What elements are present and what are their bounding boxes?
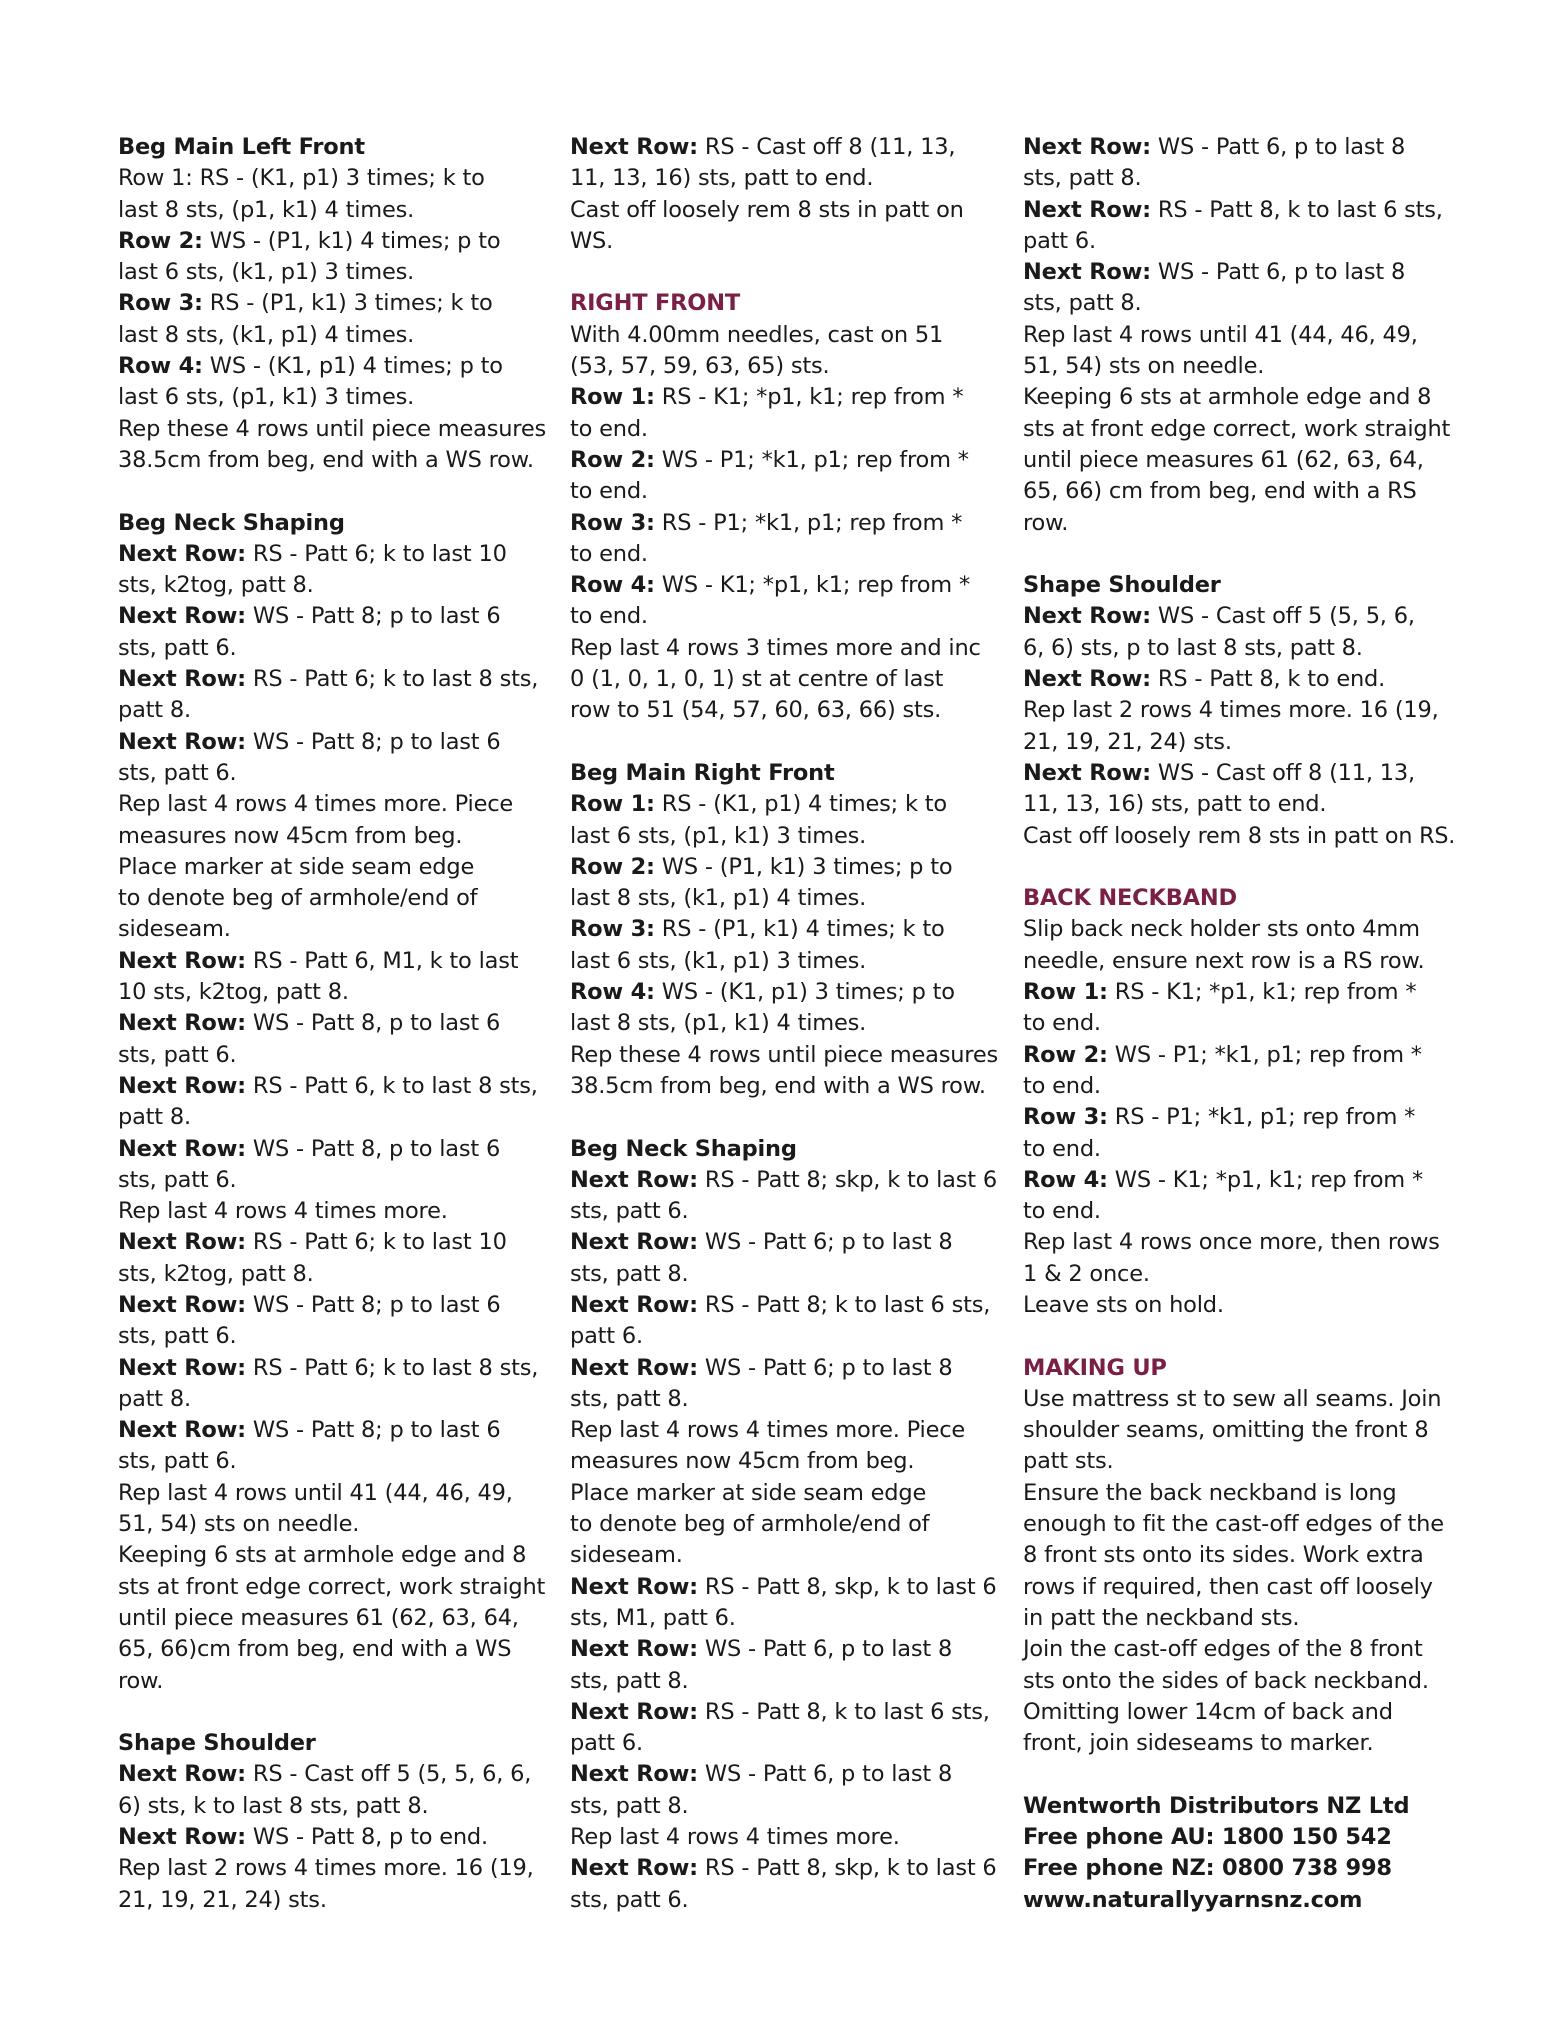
row-text: RS - Patt 8, k to last 6 sts, [1150, 196, 1443, 223]
row-text: RS - Patt 8, skp, k to last 6 [697, 1573, 997, 1600]
spacer [118, 476, 548, 507]
instruction-text: Ensure the back neckband is long [1023, 1479, 1397, 1506]
instruction-text: Cast off loosely rem 8 sts in patt on [570, 196, 964, 223]
instruction-row [1023, 1040, 1455, 1071]
instruction-text: measures now 45cm from beg. [570, 1448, 915, 1475]
spacer [570, 727, 1000, 758]
row-label: Row 1: [570, 384, 655, 411]
instruction-text: last 6 sts, (k1, p1) 3 times. [118, 259, 415, 286]
instruction-row [118, 727, 548, 758]
row-label: Next Row: [1023, 759, 1151, 786]
row-label: Next Row: [118, 1824, 246, 1851]
row-label: Row 1: [570, 791, 655, 818]
instruction-text: Rep last 4 rows 4 times more. [118, 1198, 448, 1225]
row-text: RS - Patt 6, k to last 8 sts, [245, 1072, 538, 1099]
instruction-text: last 8 sts, (k1, p1) 4 times. [118, 321, 415, 348]
row-label: Row 2: [118, 227, 203, 254]
instruction-text: sts, patt 6. [570, 1198, 689, 1225]
row-label: Row 3: [1023, 1104, 1108, 1131]
instruction-text: in patt the neckband sts. [1023, 1604, 1300, 1631]
row-label: Row 4: [118, 353, 203, 380]
row-label: Next Row: [118, 947, 246, 974]
row-text: WS - Patt 8; p to last 6 [245, 728, 501, 755]
instruction-text: Rep last 4 rows 4 times more. Piece [570, 1417, 966, 1444]
instruction-text: sts, patt 6. [118, 1166, 237, 1193]
instruction-text: sts onto the sides of back neckband. [1023, 1667, 1429, 1694]
instruction-row [118, 1822, 548, 1853]
instruction-text: sts, k2tog, patt 8. [118, 1260, 314, 1287]
row-label: Row 2: [1023, 1041, 1108, 1068]
subheading: Beg Neck Shaping [570, 1135, 797, 1162]
instruction-text: 8 front sts onto its sides. Work extra [1023, 1542, 1424, 1569]
instruction-row [570, 132, 1000, 163]
instruction-text: to denote beg of armhole/end of [118, 885, 478, 912]
instruction-text: 38.5cm from beg, end with a WS row. [570, 1072, 986, 1099]
row-label: Next Row: [118, 1291, 246, 1318]
instruction-text: Place marker at side seam edge [570, 1479, 927, 1506]
instruction-row [118, 1008, 548, 1039]
instruction-text: sideseam. [570, 1542, 683, 1569]
row-label: Next Row: [118, 728, 246, 755]
instruction-row [570, 789, 1000, 820]
instruction-row [118, 1227, 548, 1258]
row-text: RS - Cast off 5 (5, 5, 6, 6, [245, 1761, 532, 1788]
instruction-row [118, 1415, 548, 1446]
instruction-row [118, 1071, 548, 1102]
instruction-text: sts, patt 6. [118, 1041, 237, 1068]
row-label: Next Row: [570, 1229, 698, 1256]
row-label: Next Row: [570, 1698, 698, 1725]
instruction-row [1023, 758, 1455, 789]
row-label: Next Row: [1023, 603, 1151, 630]
instruction-text: sts, patt 6. [118, 1448, 237, 1475]
instruction-text: 6) sts, k to last 8 sts, patt 8. [118, 1792, 429, 1819]
spacer [1023, 539, 1455, 570]
instruction-row [570, 570, 1000, 601]
instruction-text: to end. [570, 478, 648, 505]
instruction-text: rows if required, then cast off loosely [1023, 1573, 1433, 1600]
instruction-row [570, 914, 1000, 945]
row-label: Next Row: [118, 1010, 246, 1037]
instruction-text: last 6 sts, (k1, p1) 3 times. [570, 947, 867, 974]
instruction-text: front, join sideseams to marker. [1023, 1730, 1374, 1757]
row-text: WS - (K1, p1) 4 times; p to [202, 353, 503, 380]
row-label: Row 3: [118, 290, 203, 317]
instruction-row [570, 1853, 1000, 1884]
row-text: RS - Patt 8, k to end. [1150, 666, 1386, 693]
instruction-text: until piece measures 61 (62, 63, 64, [118, 1604, 519, 1631]
instruction-row [1023, 1165, 1455, 1196]
instruction-text: sts at front edge correct, work straight [1023, 415, 1451, 442]
spacer [1023, 1759, 1455, 1790]
instruction-row [1023, 977, 1455, 1008]
row-label: Next Row: [1023, 196, 1151, 223]
row-text: RS - (K1, p1) 4 times; k to [654, 791, 947, 818]
instruction-row [1023, 1102, 1455, 1133]
subheading: Beg Main Left Front [118, 134, 365, 160]
row-label: Row 4: [570, 979, 655, 1006]
instruction-text: Rep last 4 rows once more, then rows [1023, 1229, 1440, 1256]
spacer [118, 1697, 548, 1728]
instruction-row [1023, 257, 1455, 288]
row-label: Next Row: [1023, 666, 1151, 693]
instruction-row [570, 1634, 1000, 1665]
row-label: Row 3: [570, 509, 655, 536]
instruction-text: patt 8. [118, 697, 191, 724]
instruction-row [118, 1353, 548, 1384]
instruction-text: Rep last 4 rows 4 times more. Piece [118, 791, 514, 818]
instruction-text: 65, 66)cm from beg, end with a WS [118, 1636, 512, 1663]
instruction-text: 21, 19, 21, 24) sts. [1023, 728, 1232, 755]
instruction-text: sts at front edge correct, work straight [118, 1573, 546, 1600]
row-label: Next Row: [118, 1229, 246, 1256]
section-heading: BACK NECKBAND [1023, 885, 1237, 912]
instruction-text: sts, patt 6. [118, 634, 237, 661]
row-text: WS - Patt 8; p to last 6 [245, 1291, 501, 1318]
instruction-row [118, 288, 548, 319]
row-text: WS - K1; *p1, k1; rep from * [654, 572, 970, 599]
row-label: Next Row: [118, 666, 246, 693]
row-label: Next Row: [118, 1417, 246, 1444]
instruction-text: Rep last 4 rows until 41 (44, 46, 49, [118, 1479, 513, 1506]
subheading: Shape Shoulder [1023, 572, 1221, 599]
instruction-text: last 8 sts, (p1, k1) 4 times. [570, 1010, 867, 1037]
row-text: RS - Patt 6; k to last 10 [245, 1229, 507, 1256]
row-text: WS - Patt 8, p to last 6 [245, 1135, 501, 1162]
instruction-text: last 8 sts, (k1, p1) 4 times. [570, 885, 867, 912]
instruction-row [118, 664, 548, 695]
instruction-row [570, 1290, 1000, 1321]
instruction-text: Rep last 2 rows 4 times more. 16 (19, [1023, 697, 1439, 724]
instruction-text: Rep last 4 rows 3 times more and inc [570, 634, 981, 661]
instruction-text: sts, patt 8. [1023, 290, 1142, 317]
row-text: WS - (P1, k1) 4 times; p to [202, 227, 501, 254]
subheading: Beg Main Right Front [570, 759, 835, 786]
instruction-text: 0 (1, 0, 1, 0, 1) st at centre of last [570, 666, 944, 693]
instruction-text: to end. [1023, 1198, 1101, 1225]
row-label: Next Row: [118, 1135, 246, 1162]
instruction-text: sts, patt 6. [118, 759, 237, 786]
instruction-text: sts, patt 6. [570, 1886, 689, 1913]
row-text: RS - Cast off 8 (11, 13, [697, 134, 956, 160]
instruction-text: 65, 66) cm from beg, end with a RS [1023, 478, 1417, 505]
row-text: WS - Patt 6, p to last 8 [697, 1761, 953, 1788]
instruction-text: patt 8. [118, 1104, 191, 1131]
row-label: Next Row: [118, 1354, 246, 1381]
instruction-text: sts, patt 8. [570, 1385, 689, 1412]
row-label: Next Row: [570, 1855, 698, 1882]
instruction-row [1023, 601, 1455, 632]
row-text: WS - (P1, k1) 3 times; p to [654, 853, 953, 880]
row-text: WS - Patt 8, p to end. [245, 1824, 488, 1851]
instruction-text: 6, 6) sts, p to last 8 sts, patt 8. [1023, 634, 1363, 661]
row-text: WS - Cast off 8 (11, 13, [1150, 759, 1415, 786]
instruction-text: Keeping 6 sts at armhole edge and 8 [1023, 384, 1432, 411]
row-text: WS - K1; *p1, k1; rep from * [1107, 1166, 1423, 1193]
instruction-text: patt 6. [570, 1323, 643, 1350]
instruction-text: sts, patt 8. [570, 1792, 689, 1819]
instruction-text: sts, patt 8. [570, 1260, 689, 1287]
row-text: RS - (P1, k1) 4 times; k to [654, 916, 945, 943]
row-label: Next Row: [118, 540, 246, 567]
row-text: RS - K1; *p1, k1; rep from * [1107, 979, 1417, 1006]
instruction-text: WS. [570, 227, 614, 254]
row-text: WS - Patt 6, p to last 8 [1150, 259, 1406, 286]
instruction-text: sts, patt 6. [118, 1323, 237, 1350]
row-label: Row 1: [1023, 979, 1108, 1006]
instruction-text: shoulder seams, omitting the front 8 [1023, 1417, 1429, 1444]
row-label: Next Row: [118, 603, 246, 630]
row-text: RS - P1; *k1, p1; rep from * [654, 509, 963, 536]
instruction-text: Rep these 4 rows until piece measures [570, 1041, 998, 1068]
subheading: Shape Shoulder [118, 1730, 316, 1757]
row-label: Next Row: [570, 1166, 698, 1193]
row-text: RS - (P1, k1) 3 times; k to [202, 290, 493, 317]
instruction-row [570, 508, 1000, 539]
row-text: RS - Patt 8, skp, k to last 6 [697, 1855, 997, 1882]
row-text: WS - Patt 6; p to last 8 [697, 1229, 953, 1256]
contact-line: www.naturallyyarnsnz.com [1023, 1886, 1363, 1913]
instruction-text: With 4.00mm needles, cast on 51 [570, 321, 944, 348]
row-text: WS - Patt 6, p to last 8 [697, 1636, 953, 1663]
section-heading: RIGHT FRONT [570, 290, 740, 317]
row-text: RS - Patt 6; k to last 8 sts, [245, 1354, 539, 1381]
row-label: Row 3: [570, 916, 655, 943]
instruction-text: to end. [1023, 1010, 1101, 1037]
instruction-text: patt sts. [1023, 1448, 1114, 1475]
instruction-text: Rep last 4 rows 4 times more. [570, 1824, 900, 1851]
instruction-row [118, 351, 548, 382]
instruction-text: sts, patt 8. [1023, 165, 1142, 192]
row-label: Next Row: [118, 1072, 246, 1099]
spacer [1023, 852, 1455, 883]
instruction-text: 51, 54) sts on needle. [1023, 353, 1265, 380]
instruction-text: sts, patt 8. [570, 1667, 689, 1694]
row-text: WS - (K1, p1) 3 times; p to [654, 979, 955, 1006]
instruction-row [570, 1697, 1000, 1728]
row-label: Row 2: [570, 853, 655, 880]
row-label: Next Row: [570, 1761, 698, 1788]
subheading: Beg Neck Shaping [118, 509, 345, 536]
instruction-row [570, 977, 1000, 1008]
row-label: Next Row: [570, 1636, 698, 1663]
instruction-text: Slip back neck holder sts onto 4mm [1023, 916, 1420, 943]
instruction-row [118, 1759, 548, 1790]
instruction-text: Keeping 6 sts at armhole edge and 8 [118, 1542, 527, 1569]
instruction-text: last 6 sts, (p1, k1) 3 times. [118, 384, 415, 411]
instruction-row [570, 1165, 1000, 1196]
contact-line: Free phone NZ: 0800 738 998 [1023, 1855, 1392, 1882]
instruction-row [1023, 195, 1455, 226]
instruction-text: to denote beg of armhole/end of [570, 1511, 930, 1538]
row-label: Row 4: [570, 572, 655, 599]
instruction-text: to end. [570, 415, 648, 442]
instruction-text: to end. [1023, 1135, 1101, 1162]
instruction-text: row. [118, 1667, 164, 1694]
instruction-text: Use mattress st to sew all seams. Join [1023, 1385, 1442, 1412]
instruction-text: to end. [570, 603, 648, 630]
instruction-row [570, 1353, 1000, 1384]
instruction-row [570, 1759, 1000, 1790]
row-text: WS - Patt 8; p to last 6 [245, 603, 501, 630]
instruction-text: Cast off loosely rem 8 sts in patt on RS. [1023, 822, 1456, 849]
row-text: WS - P1; *k1, p1; rep from * [1107, 1041, 1422, 1068]
row-text: WS - Patt 6, p to last 8 [1150, 134, 1406, 160]
instruction-text: Rep these 4 rows until piece measures [118, 415, 546, 442]
row-label: Row 2: [570, 446, 655, 473]
instruction-row [118, 1134, 548, 1165]
instruction-row [118, 1290, 548, 1321]
instruction-text: sideseam. [118, 916, 231, 943]
column-2 [570, 132, 1000, 1916]
instruction-text: needle, ensure next row is a RS row. [1023, 947, 1425, 974]
spacer [570, 257, 1000, 288]
row-text: RS - Patt 8, k to last 6 sts, [697, 1698, 990, 1725]
instruction-text: 10 sts, k2tog, patt 8. [118, 979, 349, 1006]
row-text: RS - Patt 8; k to last 6 sts, [697, 1291, 991, 1318]
contact-line: Free phone AU: 1800 150 542 [1023, 1824, 1392, 1851]
instruction-text: last 6 sts, (p1, k1) 3 times. [570, 822, 867, 849]
instruction-row [570, 382, 1000, 413]
row-text: WS - Patt 6; p to last 8 [697, 1354, 953, 1381]
instruction-text: Row 1: RS - (K1, p1) 3 times; k to [118, 165, 485, 192]
instruction-row [570, 445, 1000, 476]
instruction-row [1023, 132, 1455, 163]
row-text: WS - Cast off 5 (5, 5, 6, [1150, 603, 1415, 630]
row-label: Next Row: [1023, 134, 1151, 160]
instruction-text: 11, 13, 16) sts, patt to end. [1023, 791, 1327, 818]
instruction-text: sts, M1, patt 6. [570, 1604, 736, 1631]
row-text: RS - Patt 6, M1, k to last [245, 947, 519, 974]
instruction-text: patt 6. [570, 1730, 643, 1757]
instruction-text: 1 & 2 once. [1023, 1260, 1150, 1287]
row-text: WS - Patt 8, p to last 6 [245, 1010, 501, 1037]
section-heading: MAKING UP [1023, 1354, 1167, 1381]
row-text: RS - Patt 6; k to last 10 [245, 540, 507, 567]
instruction-text: Rep last 2 rows 4 times more. 16 (19, [118, 1855, 534, 1882]
instruction-text: row to 51 (54, 57, 60, 63, 66) sts. [570, 697, 942, 724]
instruction-text: row. [1023, 509, 1069, 536]
instruction-row [118, 226, 548, 257]
row-text: RS - Patt 6; k to last 8 sts, [245, 666, 539, 693]
row-text: RS - Patt 8; skp, k to last 6 [697, 1166, 997, 1193]
instruction-text: to end. [1023, 1072, 1101, 1099]
instruction-text: Omitting lower 14cm of back and [1023, 1698, 1393, 1725]
column-1 [118, 132, 548, 1916]
instruction-text: to end. [570, 540, 648, 567]
row-label: Next Row: [118, 1761, 246, 1788]
instruction-row [570, 1227, 1000, 1258]
instruction-text: 51, 54) sts on needle. [118, 1511, 360, 1538]
instruction-text: patt 8. [118, 1385, 191, 1412]
instruction-row [118, 601, 548, 632]
instruction-text: 38.5cm from beg, end with a WS row. [118, 446, 534, 473]
spacer [570, 1102, 1000, 1133]
instruction-text: Join the cast-off edges of the 8 front [1023, 1636, 1423, 1663]
column-3 [1023, 132, 1455, 1916]
row-label: Next Row: [570, 1291, 698, 1318]
row-label: Next Row: [570, 1573, 698, 1600]
instruction-text: measures now 45cm from beg. [118, 822, 463, 849]
instruction-text: 21, 19, 21, 24) sts. [118, 1886, 327, 1913]
instruction-text: Leave sts on hold. [1023, 1291, 1224, 1318]
instruction-row [570, 1572, 1000, 1603]
instruction-text: until piece measures 61 (62, 63, 64, [1023, 446, 1424, 473]
instruction-row [118, 539, 548, 570]
instruction-text: (53, 57, 59, 63, 65) sts. [570, 353, 830, 380]
row-text: RS - K1; *p1, k1; rep from * [654, 384, 964, 411]
instruction-row [570, 852, 1000, 883]
instruction-text: enough to fit the cast-off edges of the [1023, 1511, 1444, 1538]
instruction-text: Place marker at side seam edge [118, 853, 475, 880]
instruction-text: patt 6. [1023, 227, 1096, 254]
row-label: Next Row: [1023, 259, 1151, 286]
row-text: RS - P1; *k1, p1; rep from * [1107, 1104, 1416, 1131]
instruction-text: last 8 sts, (p1, k1) 4 times. [118, 196, 415, 223]
row-label: Next Row: [570, 134, 698, 160]
instruction-row [1023, 664, 1455, 695]
instruction-text: 11, 13, 16) sts, patt to end. [570, 165, 874, 192]
row-label: Row 4: [1023, 1166, 1108, 1193]
instruction-row [118, 946, 548, 977]
row-label: Next Row: [570, 1354, 698, 1381]
instruction-text: Rep last 4 rows until 41 (44, 46, 49, [1023, 321, 1418, 348]
instruction-text: sts, k2tog, patt 8. [118, 572, 314, 599]
row-text: WS - P1; *k1, p1; rep from * [654, 446, 969, 473]
row-text: WS - Patt 8; p to last 6 [245, 1417, 501, 1444]
contact-line: Wentworth Distributors NZ Ltd [1023, 1792, 1410, 1819]
spacer [1023, 1321, 1455, 1352]
